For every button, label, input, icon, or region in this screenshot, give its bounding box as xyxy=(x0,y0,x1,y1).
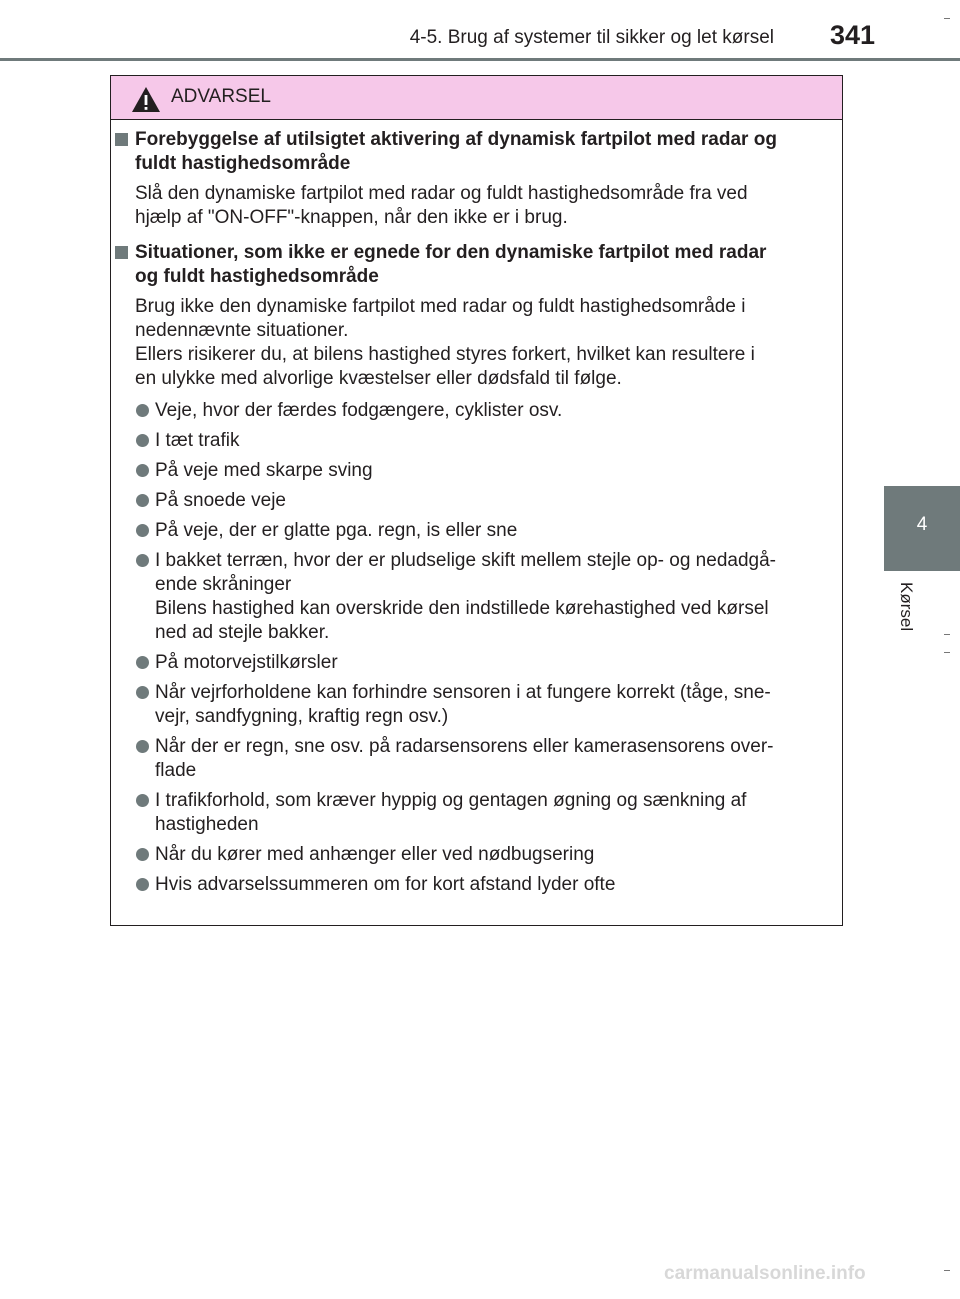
section-heading xyxy=(135,128,837,176)
header-rule xyxy=(0,58,960,61)
round-bullet-icon xyxy=(136,404,149,417)
round-bullet-icon xyxy=(136,656,149,669)
heading-line: og fuldt hastighedsområde xyxy=(135,266,379,287)
square-bullet-icon xyxy=(115,246,128,259)
crop-mark xyxy=(944,18,950,19)
round-bullet-icon xyxy=(136,494,149,507)
list-item xyxy=(155,735,837,783)
list-item-line: På veje med skarpe sving xyxy=(155,460,373,481)
round-bullet-icon xyxy=(136,794,149,807)
round-bullet-icon xyxy=(136,554,149,567)
heading-line: fuldt hastighedsområde xyxy=(135,153,351,174)
crop-mark xyxy=(944,634,950,635)
paragraph-line: Brug ikke den dynamiske fartpilot med radar og fuldt hastighedsområde i xyxy=(135,296,746,317)
situation-list xyxy=(111,399,842,897)
list-item-line: På motorvejstilkørsler xyxy=(155,652,338,673)
list-item xyxy=(155,459,837,483)
list-item xyxy=(155,843,837,867)
round-bullet-icon xyxy=(136,848,149,861)
section-paragraph xyxy=(135,182,829,230)
round-bullet-icon xyxy=(136,878,149,891)
list-item-line: I trafikforhold, som kræver hyppig og gentagen øgning og sænkning af xyxy=(155,790,747,811)
warning-header xyxy=(111,76,842,120)
page-number: 341 xyxy=(830,20,876,50)
chapter-label: Kørsel xyxy=(897,582,916,632)
warning-box xyxy=(110,75,843,926)
list-item xyxy=(155,429,837,453)
chapter-number: 4 xyxy=(916,514,928,535)
warning-content xyxy=(111,128,842,903)
paragraph-line: hjælp af "ON-OFF"-knappen, når den ikke er i brug. xyxy=(135,207,568,228)
paragraph-line: en ulykke med alvorlige kvæstelser eller dødsfald til følge. xyxy=(135,368,622,389)
round-bullet-icon xyxy=(136,686,149,699)
heading-line: Forebyggelse af utilsigtet aktivering af dynamisk fartpilot med radar og xyxy=(135,129,777,150)
crop-mark xyxy=(944,1270,950,1271)
list-item-line: Hvis advarselssummeren om for kort afstand lyder ofte xyxy=(155,874,616,895)
list-item xyxy=(155,519,837,543)
section-title: 4-5. Brug af systemer til sikker og let kørsel xyxy=(409,27,774,48)
paragraph-line: nedennævnte situationer. xyxy=(135,320,349,341)
list-item xyxy=(155,681,837,729)
round-bullet-icon xyxy=(136,464,149,477)
list-item-line: Når du kører med anhænger eller ved nødbugsering xyxy=(155,844,595,865)
list-item xyxy=(155,549,837,645)
heading-line: Situationer, som ikke er egnede for den dynamiske fartpilot med radar xyxy=(135,242,767,263)
list-item-line: På veje, der er glatte pga. regn, is eller sne xyxy=(155,520,518,541)
warning-section xyxy=(111,128,842,230)
warning-triangle-icon xyxy=(131,86,161,113)
square-bullet-icon xyxy=(115,133,128,146)
warning-section xyxy=(111,241,842,897)
list-item-line: På snoede veje xyxy=(155,490,286,511)
list-item-line: Når vejrforholdene kan forhindre sensoren i at fungere korrekt (tåge, sne- xyxy=(155,682,771,703)
list-item-line: vejr, sandfygning, kraftig regn osv.) xyxy=(155,706,449,727)
list-item xyxy=(155,399,837,423)
list-item-line: ende skråninger xyxy=(155,574,292,595)
warning-label: ADVARSEL xyxy=(171,86,271,107)
paragraph-line: Ellers risikerer du, at bilens hastighed styres forkert, hvilket kan resultere i xyxy=(135,344,755,365)
list-item-line: I tæt trafik xyxy=(155,430,240,451)
chapter-tab xyxy=(884,486,960,571)
chapter-label-container xyxy=(896,582,920,652)
round-bullet-icon xyxy=(136,524,149,537)
paragraph-line: Slå den dynamiske fartpilot med radar og fuldt hastighedsområde fra ved xyxy=(135,183,748,204)
crop-mark xyxy=(944,652,950,653)
round-bullet-icon xyxy=(136,740,149,753)
list-item-line: Veje, hvor der færdes fodgængere, cyklister osv. xyxy=(155,400,563,421)
list-item xyxy=(155,489,837,513)
list-item-line: hastigheden xyxy=(155,814,259,835)
list-item-line: flade xyxy=(155,760,197,781)
list-item xyxy=(155,789,837,837)
list-item-line: Når der er regn, sne osv. på radarsensorens eller kamerasensorens over- xyxy=(155,736,774,757)
list-item xyxy=(155,873,837,897)
list-item-line: Bilens hastighed kan overskride den indstillede kørehastighed ved kørsel xyxy=(155,598,769,619)
list-item-line: ned ad stejle bakker. xyxy=(155,622,330,643)
section-paragraph xyxy=(135,295,829,391)
list-item-line: I bakket terræn, hvor der er pludselige skift mellem stejle op- og nedadgå- xyxy=(155,550,776,571)
watermark: carmanualsonline.info xyxy=(664,1263,866,1284)
page-header xyxy=(0,0,960,60)
section-heading xyxy=(135,241,837,289)
round-bullet-icon xyxy=(136,434,149,447)
list-item xyxy=(155,651,837,675)
